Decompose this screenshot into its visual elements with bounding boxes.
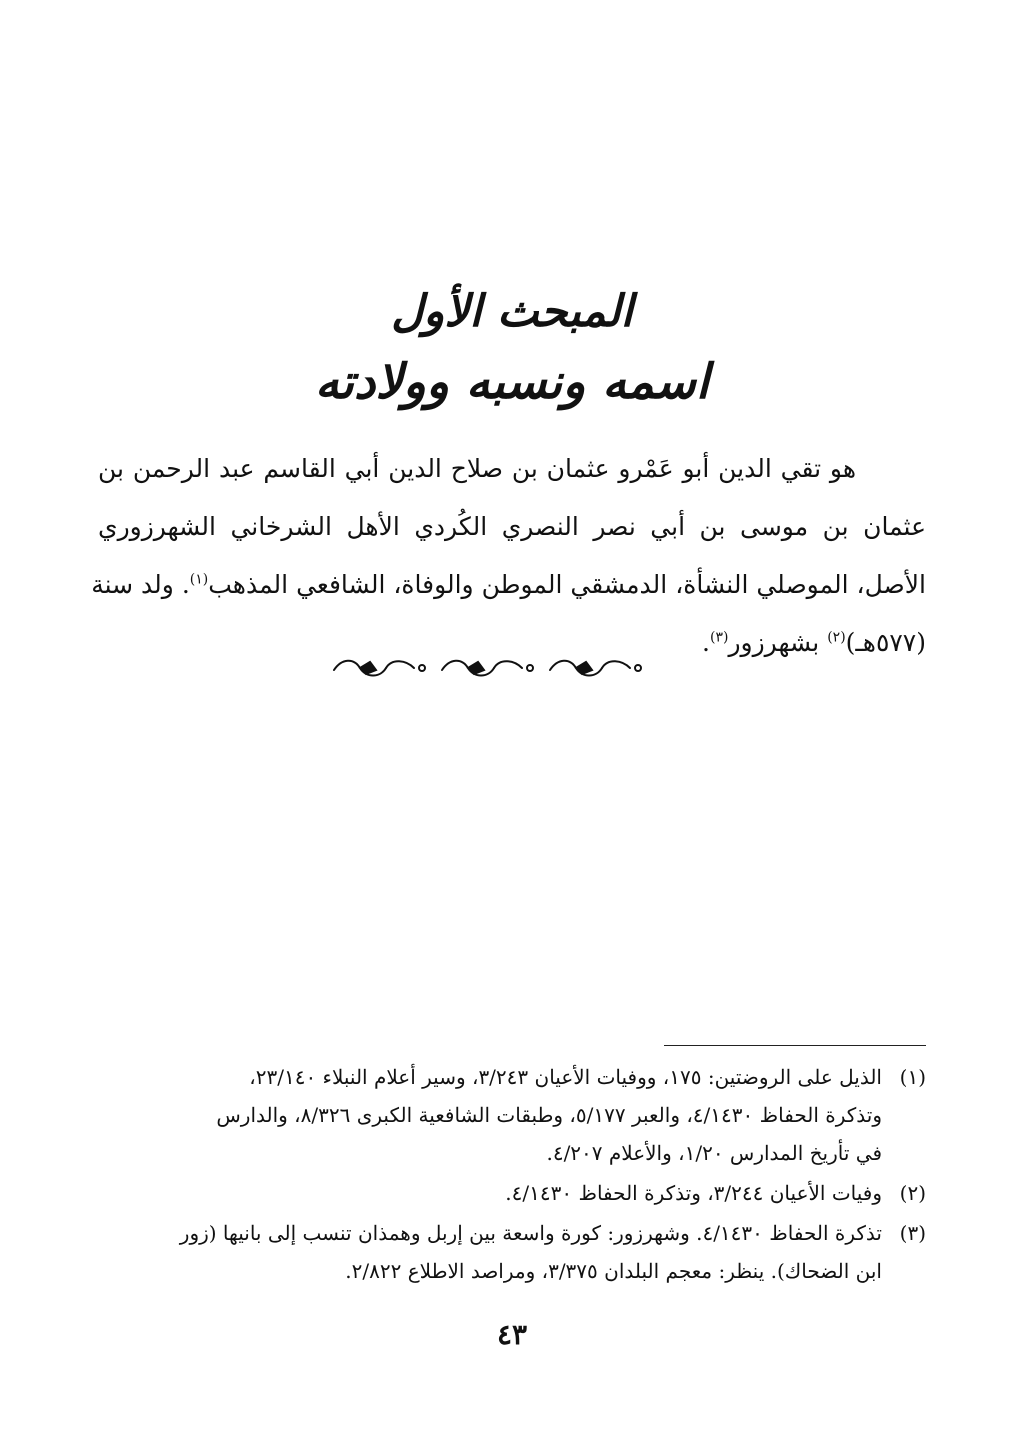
- body-line-text: الأصل، الموصلي النشأة، الدمشقي الموطن والوفاة، الشافعي المذهب: [208, 570, 926, 599]
- footnote-line: الذيل على الروضتين: ١٧٥، ووفيات الأعيان ٣/٢٤٣، وسير أعلام النبلاء ٢٣/١٤٠،: [249, 1065, 882, 1089]
- footnote-2: [98, 1174, 926, 1212]
- footnote-line: وفيات الأعيان ٣/٢٤٤، وتذكرة الحفاظ ٤/١٤٣٠.: [505, 1181, 882, 1205]
- floral-divider-icon: [330, 650, 650, 686]
- body-line-text: (٥٧٧هـ): [845, 628, 926, 657]
- body-line-text: . ولد سنة: [91, 570, 190, 599]
- chapter-heading: [0, 280, 1024, 420]
- chapter-title: المبحث الأول: [391, 286, 633, 337]
- footnote-ref[interactable]: (٣): [709, 629, 729, 646]
- page-number: ٤٣: [496, 1318, 528, 1351]
- body-paragraph: [91, 440, 926, 672]
- footnote-3: [98, 1214, 926, 1290]
- body-line: عثمان بن موسى بن أبي نصر النصري الكُردي الأهل الشرخاني الشهرزوري: [98, 512, 926, 541]
- ornament-segment: [550, 661, 641, 676]
- footnotes: [98, 1058, 926, 1292]
- ornament-segment: [334, 661, 425, 676]
- section-title: اسمه ونسبه وولادته: [314, 354, 710, 410]
- ornament-segment: [442, 661, 533, 676]
- body-line-text: .: [702, 628, 710, 657]
- body-line: هو تقي الدين أبو عَمْرو عثمان بن صلاح الدين أبي القاسم عبد الرحمن بن: [98, 454, 856, 483]
- footnote-separator: [664, 1045, 926, 1046]
- footnote-line: تذكرة الحفاظ ٤/١٤٣٠. وشهرزور: كورة واسعة بين إربل وهمذان تنسب إلى بانيها (زور: [179, 1221, 882, 1245]
- body-line: [91, 556, 926, 614]
- body-line-text: بشهرزور: [728, 628, 828, 657]
- footnote-1: [98, 1058, 926, 1172]
- footnote-line: وتذكرة الحفاظ ٤/١٤٣٠، والعبر ٥/١٧٧، وطبقات الشافعية الكبرى ٨/٣٢٦، والدارس: [216, 1103, 882, 1127]
- footnote-line: ابن الضحاك). ينظر: معجم البلدان ٣/٣٧٥، ومراصد الاطلاع ٢/٨٢٢.: [345, 1259, 882, 1283]
- footnote-number: (١): [899, 1065, 926, 1089]
- footnote-number: (٣): [899, 1221, 926, 1245]
- footnote-ref[interactable]: (١): [189, 571, 209, 588]
- footnote-ref[interactable]: (٢): [827, 629, 846, 646]
- footnote-number: (٢): [899, 1181, 926, 1205]
- footnote-line: في تأريخ المدارس ١/٢٠، والأعلام ٤/٢٠٧.: [546, 1141, 882, 1165]
